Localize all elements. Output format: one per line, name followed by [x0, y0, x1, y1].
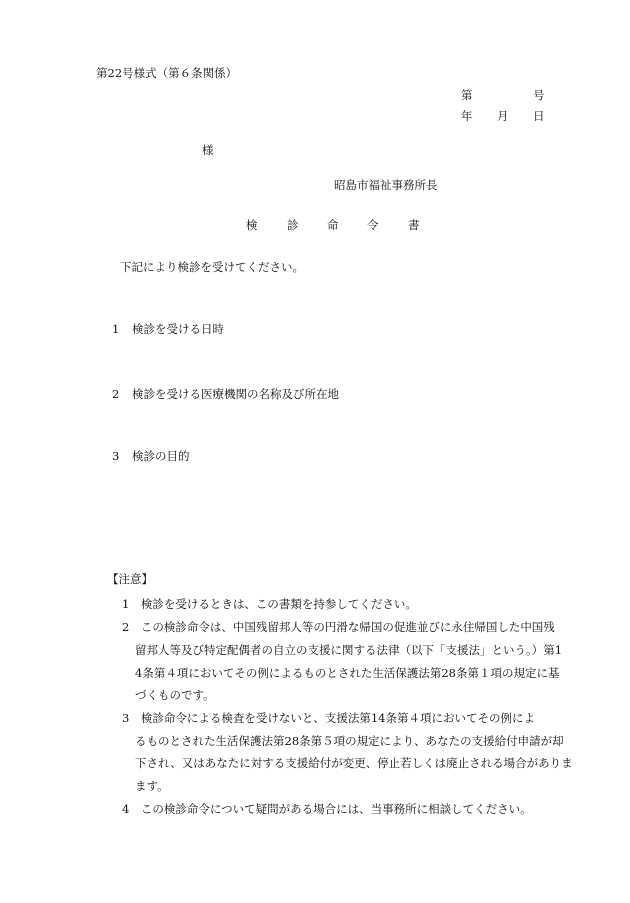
note-line: 2 この検診命令は、中国残留邦人等の円滑な帰国の促進並びに永住帰国した中国残	[122, 620, 555, 634]
date-day: 日	[533, 109, 545, 123]
note-line: づくものです。	[135, 688, 215, 702]
form-label: 第22号様式（第６条関係）	[96, 66, 238, 80]
note-line: 4条第４項においてその例によるものとされた生活保護法第28条第１項の規定に基	[135, 666, 560, 680]
item-text: 検診の目的	[132, 449, 190, 463]
issuer: 昭島市福祉事務所長	[334, 178, 438, 192]
item-text: 検診を受ける日時	[132, 322, 224, 336]
item-number: 1	[112, 322, 120, 336]
title-char: 命	[327, 218, 339, 232]
notes-heading: 【注意】	[107, 572, 153, 586]
item-text: 検診を受ける医療機関の名称及び所在地	[132, 387, 339, 401]
note-line: 下され、又はあなたに対する支援給付が変更、停止若しくは廃止される場合がありま	[135, 756, 573, 770]
title-char: 書	[408, 218, 420, 232]
number-go: 号	[533, 88, 545, 102]
title-char: 令	[367, 218, 379, 232]
item-number: 3	[112, 449, 120, 463]
title-char: 検	[246, 218, 258, 232]
note-line: 3 検診命令による検査を受けないと、支援法第14条第４項においてその例によ	[122, 711, 535, 725]
addressee-suffix: 様	[202, 143, 214, 157]
number-dai: 第	[461, 88, 473, 102]
note-line: るものとされた生活保護法第28条第５項の規定により、あなたの支援給付申請が却	[135, 734, 564, 748]
date-month: 月	[497, 109, 509, 123]
note-line: 1 検診を受けるときは、この書類を持参してください。	[122, 597, 417, 611]
title-char: 診	[287, 218, 299, 232]
note-line: ます。	[135, 779, 169, 793]
date-year: 年	[461, 109, 473, 123]
note-line: 4 この検診命令について疑問がある場合には、当事務所に相談してください。	[122, 802, 532, 816]
note-line: 留邦人等及び特定配偶者の自立の支援に関する法律（以下「支援法」という。）第1	[135, 643, 563, 657]
intro-text: 下記により検診を受けてください。	[120, 260, 304, 274]
item-number: 2	[112, 387, 120, 401]
